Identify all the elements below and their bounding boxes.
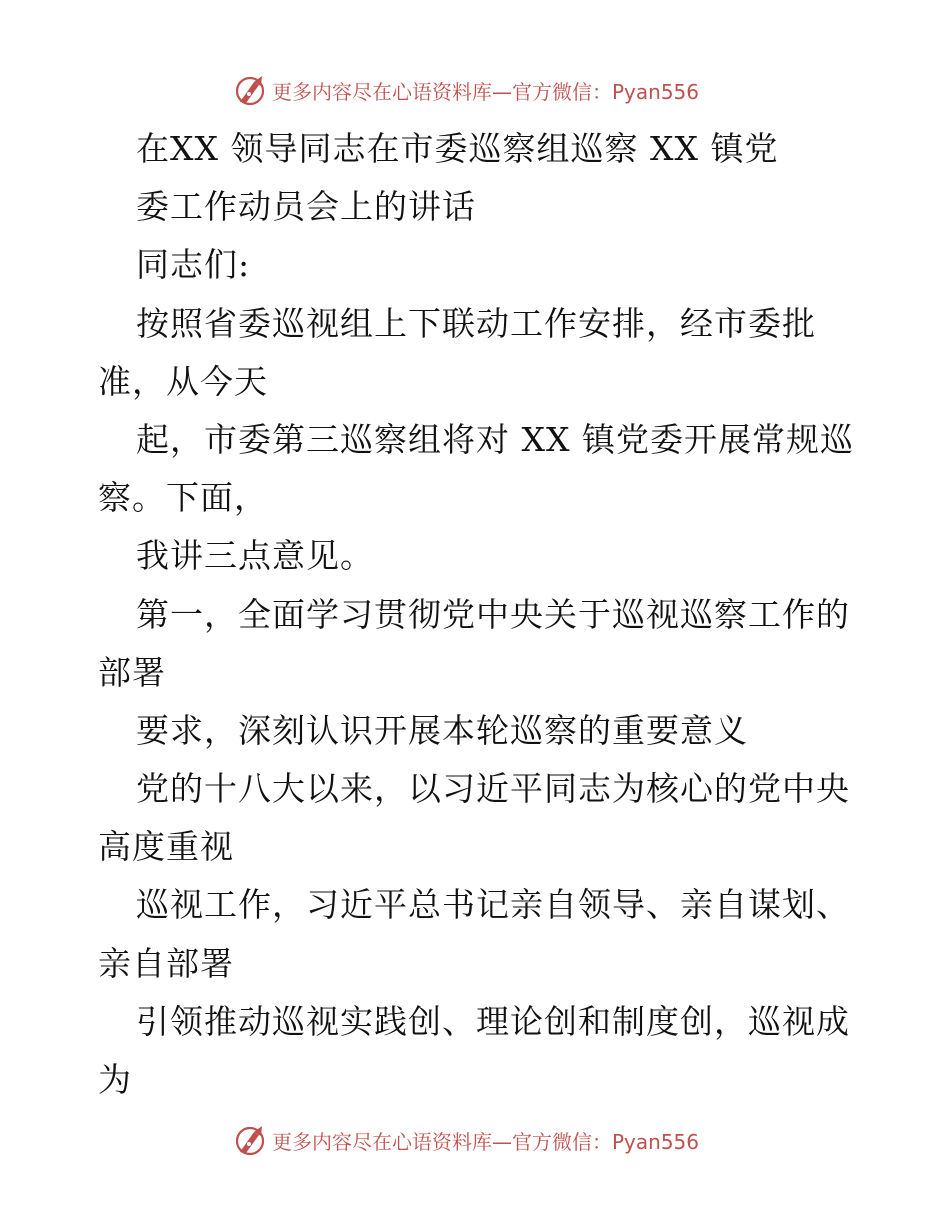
text-line: 部署 <box>98 652 166 692</box>
text-line: 党的十八大以来，以习近平同志为核心的党中央 <box>136 769 850 809</box>
text-line: 我讲三点意见。 <box>136 536 374 576</box>
text-line: 同志们: <box>136 245 251 285</box>
text-line: 第一，全面学习贯彻党中央关于巡视巡察工作的 <box>136 594 850 634</box>
text-line: 引领推动巡视实践创、理论创和制度创，巡视成 <box>136 1001 850 1041</box>
text-line: 在XX 领导同志在市委巡察组巡察 XX 镇党 <box>136 129 779 168</box>
text-line: 要求，深刻认识开展本轮巡察的重要意义 <box>136 710 748 750</box>
text-line: 委工作动员会上的讲话 <box>136 187 476 227</box>
text-line: 察。下面， <box>98 478 268 518</box>
text-line: 巡视工作，习近平总书记亲自领导、亲自谋划、 <box>136 885 850 925</box>
document-body <box>98 120 878 1109</box>
text-line: 为 <box>98 1060 132 1099</box>
pen-nib-circle-icon <box>232 1122 268 1158</box>
text-line: 准，从今天 <box>98 361 268 401</box>
text-line: 亲自部署 <box>98 943 234 983</box>
watermark-banner-top <box>232 70 699 110</box>
text-line: 高度重视 <box>98 827 234 867</box>
text-line: 起，市委第三巡察组将对 XX 镇党委开展常规巡 <box>136 419 854 459</box>
text-line: 按照省委巡视组上下联动工作安排，经市委批 <box>136 303 816 343</box>
watermark-text: 更多内容尽在心语资料库—官方微信：Pyan556 <box>272 1129 700 1154</box>
watermark-banner-bottom <box>232 1120 699 1160</box>
pen-nib-circle-icon <box>232 72 268 108</box>
watermark-text: 更多内容尽在心语资料库—官方微信：Pyan556 <box>272 79 700 104</box>
